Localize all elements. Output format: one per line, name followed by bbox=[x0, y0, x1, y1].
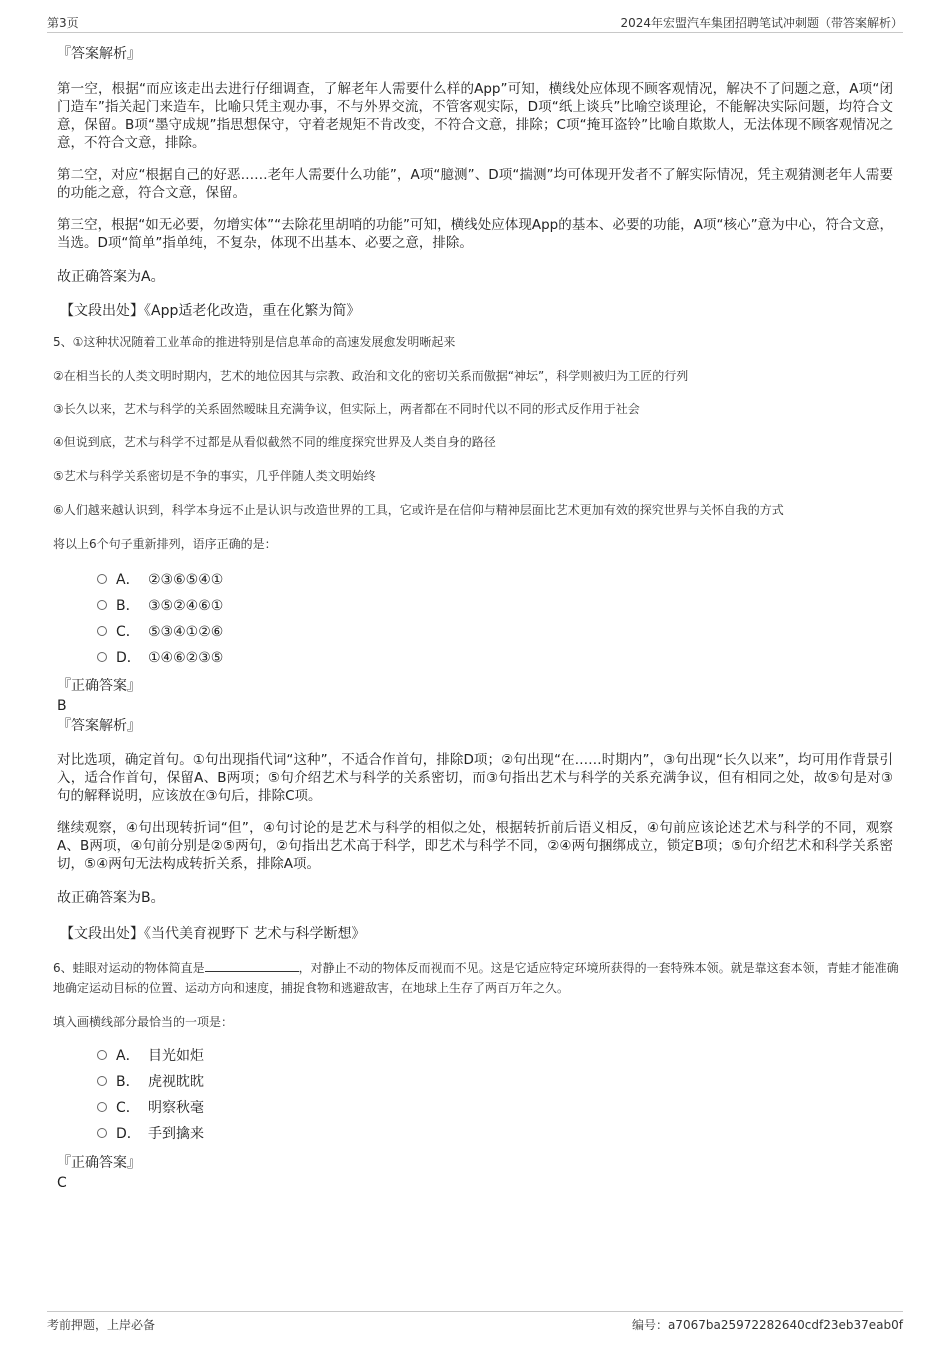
radio-icon[interactable] bbox=[97, 1050, 107, 1060]
footer-slogan: 考前押题，上岸必备 bbox=[47, 1318, 156, 1332]
q5-answer-block bbox=[57, 676, 893, 943]
analysis-paragraph-1: 第一空，根据“而应该走出去进行仔细调查，了解老年人需要什么样的App”可知，横线处应体现不顾客观情况，解决不了问题之意，A项“闭门造车”指关起门来造车，比喻只凭主观办事，不与外界交流，不管客观实际，D项“纸上谈兵”比喻空谈理论，不能解决实际问题，均符合文意，保留。B项“墨守成规”指思想保守，守着老规矩不肯改变，不符合文意，排除；C项“掩耳盗铃”比喻自欺欺人，无法体现不顾客观情况之意，不符合文意，排除。 bbox=[57, 81, 893, 151]
analysis-paragraph-3: 第三空，根据“如无必要，勿增实体”“去除花里胡哨的功能”可知，横线处应体现App的基本、必要的功能，A项“核心”意为中心，符合文意，当选。D项“简单”指单纯，不复杂，体现不出基本、必要之意，排除。 bbox=[57, 217, 893, 251]
page-number: 第3页 bbox=[47, 16, 79, 30]
question-5-sentence-4: ④但说到底，艺术与科学不过都是从看似截然不同的维度探究世界及人类自身的路径 bbox=[53, 435, 496, 449]
question-5-sentence-6: ⑥人们越来越认识到，科学本身远不止是认识与改造世界的工具，它或许是在信仰与精神层面比艺术更加有效的探究世界与关怀自我的方式 bbox=[53, 503, 784, 517]
q6-option-c[interactable]: C． 明察秋毫 bbox=[97, 1098, 204, 1118]
radio-icon[interactable] bbox=[97, 574, 107, 584]
q5-option-d[interactable]: D． ①④⑥②③⑤ bbox=[97, 648, 223, 668]
question-6-stem: 6、蛙眼对运动的物体简直是 ，对静止不动的物体反而视而不见。这是它适应特定环境所获得的一套特殊本领。就是靠这套本领，青蛙才能准确地确定运动目标的位置、运动方向和速度，捕捉食物和逃避敌害，在地球上生存了两百万年之久。 bbox=[53, 961, 899, 995]
q6-option-a[interactable]: A． 目光如炬 bbox=[97, 1046, 204, 1066]
page-footer bbox=[47, 1311, 903, 1334]
q5-option-a[interactable]: A． ②③⑥⑤④① bbox=[97, 570, 223, 590]
correct-answer-title: 『正确答案』 bbox=[57, 678, 141, 694]
q5-final-answer: 故正确答案为B。 bbox=[57, 890, 165, 906]
radio-icon[interactable] bbox=[97, 1102, 107, 1112]
answer-blank bbox=[205, 959, 299, 972]
document-title: 2024年宏盟汽车集团招聘笔试冲刺题（带答案解析） bbox=[620, 16, 903, 30]
text-source: 【文段出处】《App适老化改造，重在化繁为简》 bbox=[60, 303, 361, 319]
q5-text-source: 【文段出处】《当代美育视野下 艺术与科学断想》 bbox=[60, 926, 366, 942]
correct-answer-title: 『正确答案』 bbox=[57, 1155, 141, 1171]
q5-analysis-paragraph-1: 对比选项，确定首句。①句出现指代词“这种”，不适合作首句，排除D项；②句出现“在……时期内”，③句出现“长久以来”，均可用作背景引入，适合作首句，保留A、B两项；⑤句介绍艺术与科学的关系密切，而③句指出艺术与科学的关系充满争议，但有相同之处，故⑤句是对③句的解释说明，应该放在③句后，排除C项。 bbox=[57, 752, 893, 804]
page-header bbox=[47, 14, 903, 33]
final-answer: 故正确答案为A。 bbox=[57, 269, 165, 285]
question-6-prompt: 填入画横线部分最恰当的一项是： bbox=[53, 1015, 234, 1029]
q5-option-c[interactable]: C． ⑤③④①②⑥ bbox=[97, 622, 223, 642]
question-5-sentence-1: 5、①这种状况随着工业革命的推进特别是信息革命的高速发展愈发明晰起来 bbox=[53, 335, 456, 349]
previous-analysis bbox=[57, 44, 893, 320]
document-id: 编号：a7067ba25972282640cdf23eb37eab0f bbox=[631, 1318, 903, 1332]
correct-answer: B bbox=[57, 698, 67, 714]
q5-analysis-paragraph-2: 继续观察，④句出现转折词“但”，④句讨论的是艺术与科学的相似之处，根据转折前后语义相反，④句前应该论述艺术与科学的不同，观察A、B两项，④句前分别是②⑤两句，②句指出艺术高于科学，即艺术与科学不同，②④两句捆绑成立，锁定B项；⑤句介绍艺术和科学关系密切，⑤④两句无法构成转折关系，排除A项。 bbox=[57, 820, 893, 872]
question-5-sentence-3: ③长久以来，艺术与科学的关系固然暧昧且充满争议，但实际上，两者都在不同时代以不同的形式反作用于社会 bbox=[53, 402, 640, 416]
radio-icon[interactable] bbox=[97, 1128, 107, 1138]
analysis-title: 『答案解析』 bbox=[57, 718, 141, 734]
analysis-title: 『答案解析』 bbox=[57, 46, 141, 62]
q6-answer-block bbox=[57, 1153, 893, 1193]
radio-icon[interactable] bbox=[97, 1076, 107, 1086]
radio-icon[interactable] bbox=[97, 626, 107, 636]
question-5-sentence-5: ⑤艺术与科学关系密切是不争的事实，几乎伴随人类文明始终 bbox=[53, 469, 376, 483]
radio-icon[interactable] bbox=[97, 652, 107, 662]
radio-icon[interactable] bbox=[97, 600, 107, 610]
question-5-prompt: 将以上6个句子重新排列，语序正确的是： bbox=[53, 537, 277, 551]
correct-answer: C bbox=[57, 1175, 67, 1191]
q6-option-b[interactable]: B． 虎视眈眈 bbox=[97, 1072, 204, 1092]
q6-option-d[interactable]: D． 手到擒来 bbox=[97, 1124, 204, 1144]
analysis-paragraph-2: 第二空，对应“根据自己的好恶……老年人需要什么功能”，A项“臆测”、D项“揣测”均可体现开发者不了解实际情况，凭主观猜测老年人需要的功能之意，符合文意，保留。 bbox=[57, 167, 893, 201]
question-5-sentence-2: ②在相当长的人类文明时期内，艺术的地位因其与宗教、政治和文化的密切关系而傲据“神坛”，科学则被归为工匠的行列 bbox=[53, 369, 689, 383]
q5-option-b[interactable]: B． ③⑤②④⑥① bbox=[97, 596, 223, 616]
